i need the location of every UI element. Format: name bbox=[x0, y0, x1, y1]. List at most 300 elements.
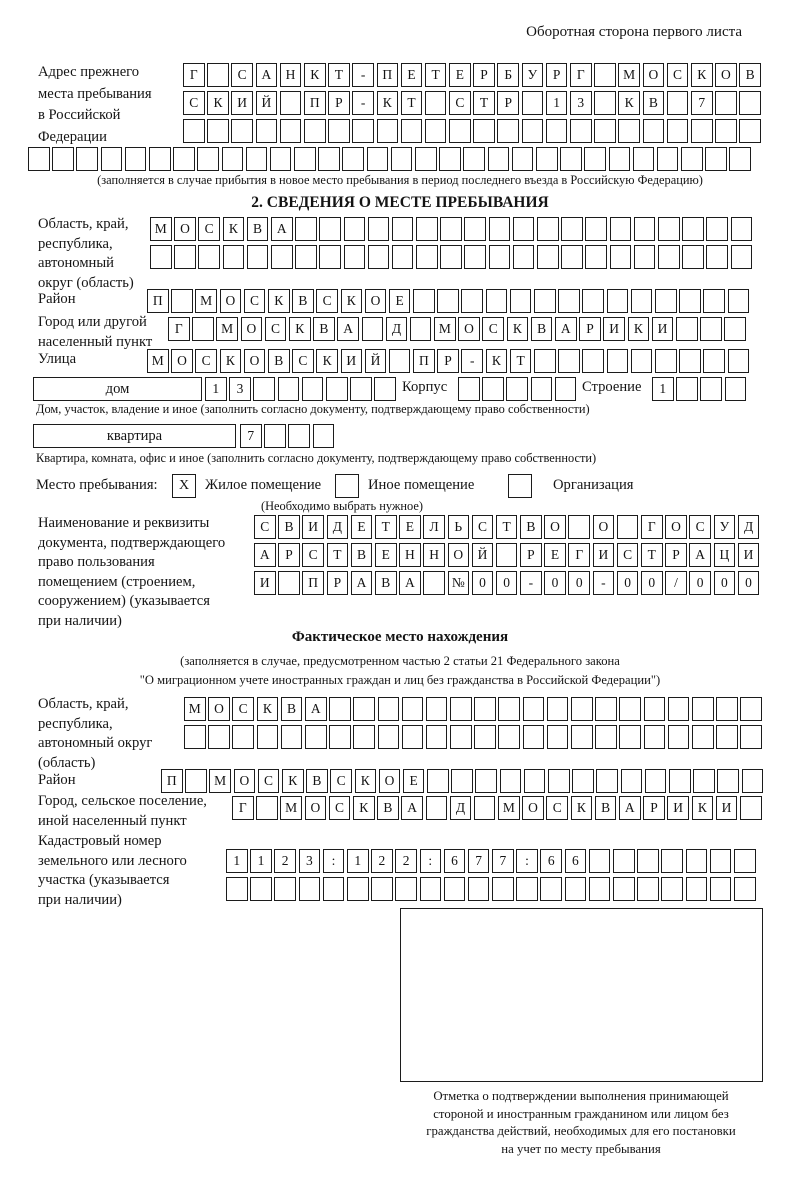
label-line: на учет по месту пребывания bbox=[501, 1141, 661, 1156]
char-cell bbox=[613, 877, 635, 901]
char-cell bbox=[392, 245, 414, 269]
char-cell bbox=[374, 377, 396, 401]
char-cell bbox=[728, 289, 750, 313]
checkbox-residential: X bbox=[172, 474, 196, 498]
char-cell: Й bbox=[256, 91, 278, 115]
house-note: Дом, участок, владение и иное (заполнить согласно документу, подтверждающему право собственности) bbox=[36, 402, 590, 416]
char-cell bbox=[693, 769, 715, 793]
char-cell bbox=[595, 697, 617, 721]
char-cell bbox=[498, 725, 520, 749]
char-cell bbox=[561, 245, 583, 269]
char-cell: К bbox=[486, 349, 508, 373]
char-cell bbox=[449, 119, 471, 143]
char-cell bbox=[295, 245, 317, 269]
char-cell: С bbox=[302, 543, 324, 567]
char-cell: Р bbox=[278, 543, 300, 567]
char-cell: Г bbox=[232, 796, 254, 820]
char-cell bbox=[667, 119, 689, 143]
char-cell bbox=[715, 119, 737, 143]
char-cell: М bbox=[195, 289, 217, 313]
char-cell bbox=[516, 877, 538, 901]
char-cell bbox=[618, 119, 640, 143]
char-cell bbox=[450, 697, 472, 721]
city-row bbox=[168, 317, 749, 341]
char-cell bbox=[391, 147, 413, 171]
char-cell bbox=[463, 147, 485, 171]
char-cell bbox=[149, 147, 171, 171]
char-cell: Е bbox=[389, 289, 411, 313]
char-cell bbox=[523, 725, 545, 749]
char-cell: В bbox=[281, 697, 303, 721]
char-cell bbox=[76, 147, 98, 171]
char-cell: Т bbox=[510, 349, 532, 373]
char-cell bbox=[570, 119, 592, 143]
char-cell bbox=[318, 147, 340, 171]
stroenie-row bbox=[652, 377, 749, 401]
char-cell bbox=[437, 289, 459, 313]
char-cell bbox=[410, 317, 432, 341]
char-cell bbox=[281, 725, 303, 749]
section2-title: 2. СВЕДЕНИЯ О МЕСТЕ ПРЕБЫВАНИЯ bbox=[251, 194, 549, 211]
char-cell bbox=[547, 725, 569, 749]
char-cell: - bbox=[461, 349, 483, 373]
char-cell bbox=[594, 91, 616, 115]
char-cell bbox=[489, 217, 511, 241]
char-cell bbox=[378, 725, 400, 749]
char-cell bbox=[489, 245, 511, 269]
char-cell: В bbox=[268, 349, 290, 373]
char-cell: К bbox=[223, 217, 245, 241]
char-cell: Р bbox=[520, 543, 542, 567]
char-cell bbox=[568, 515, 590, 539]
document-row-1 bbox=[254, 515, 762, 539]
char-cell bbox=[288, 424, 310, 448]
district-row bbox=[147, 289, 752, 313]
char-cell bbox=[534, 289, 556, 313]
apartment-label-box: квартира bbox=[33, 424, 236, 448]
char-cell: М bbox=[280, 796, 302, 820]
cadastral-row-1 bbox=[226, 849, 758, 873]
label-line: Город, сельское поселение, bbox=[38, 793, 207, 809]
char-cell bbox=[512, 147, 534, 171]
char-cell bbox=[524, 769, 546, 793]
char-cell bbox=[464, 245, 486, 269]
char-cell: К bbox=[571, 796, 593, 820]
char-cell bbox=[475, 769, 497, 793]
stay-type-label: Место пребывания: bbox=[36, 477, 158, 493]
char-cell bbox=[427, 769, 449, 793]
char-cell bbox=[425, 91, 447, 115]
char-cell bbox=[725, 377, 747, 401]
confirmation-stamp-box bbox=[400, 908, 763, 1082]
district-label: Район bbox=[38, 291, 76, 307]
char-cell bbox=[207, 119, 229, 143]
confirmation-caption bbox=[392, 1088, 770, 1158]
char-cell: Р bbox=[327, 571, 349, 595]
stroenie-label: Строение bbox=[582, 379, 642, 395]
char-cell: О bbox=[234, 769, 256, 793]
label-line: при наличии) bbox=[38, 891, 122, 908]
char-cell bbox=[264, 424, 286, 448]
char-cell: 0 bbox=[568, 571, 590, 595]
char-cell: М bbox=[216, 317, 238, 341]
char-cell: О bbox=[522, 796, 544, 820]
char-cell: А bbox=[689, 543, 711, 567]
char-cell bbox=[150, 245, 172, 269]
char-cell: К bbox=[692, 796, 714, 820]
char-cell bbox=[645, 769, 667, 793]
char-cell: В bbox=[643, 91, 665, 115]
char-cell bbox=[246, 147, 268, 171]
char-cell: 7 bbox=[691, 91, 713, 115]
label-line: (заполняется в случае, предусмотренном частью 2 статьи 21 Федерального закона bbox=[180, 654, 620, 668]
char-cell: С bbox=[232, 697, 254, 721]
char-cell: Е bbox=[544, 543, 566, 567]
char-cell: П bbox=[161, 769, 183, 793]
actual-location-note bbox=[0, 652, 800, 690]
char-cell: А bbox=[271, 217, 293, 241]
char-cell: - bbox=[520, 571, 542, 595]
char-cell: В bbox=[306, 769, 328, 793]
label-line: участка (указывается bbox=[38, 872, 170, 888]
char-cell: 2 bbox=[371, 849, 393, 873]
char-cell bbox=[440, 245, 462, 269]
char-cell bbox=[295, 217, 317, 241]
char-cell bbox=[498, 697, 520, 721]
char-cell bbox=[717, 769, 739, 793]
char-cell bbox=[392, 217, 414, 241]
char-cell: Р bbox=[546, 63, 568, 87]
char-cell: С bbox=[546, 796, 568, 820]
region-row-2 bbox=[150, 245, 755, 269]
char-cell: В bbox=[247, 217, 269, 241]
char-cell: В bbox=[375, 571, 397, 595]
char-cell: : bbox=[516, 849, 538, 873]
checkbox-other-premises bbox=[335, 474, 359, 498]
char-cell: В bbox=[531, 317, 553, 341]
char-cell: Д bbox=[450, 796, 472, 820]
char-cell bbox=[222, 147, 244, 171]
char-cell: И bbox=[231, 91, 253, 115]
char-cell bbox=[537, 217, 559, 241]
char-cell bbox=[413, 289, 435, 313]
char-cell: О bbox=[458, 317, 480, 341]
char-cell: О bbox=[448, 543, 470, 567]
char-cell bbox=[658, 217, 680, 241]
char-cell bbox=[368, 217, 390, 241]
char-cell: Е bbox=[403, 769, 425, 793]
char-cell: О bbox=[305, 796, 327, 820]
char-cell bbox=[734, 849, 756, 873]
char-cell: К bbox=[377, 91, 399, 115]
char-cell bbox=[585, 245, 607, 269]
char-cell: А bbox=[254, 543, 276, 567]
char-cell bbox=[706, 245, 728, 269]
char-cell bbox=[371, 877, 393, 901]
char-cell: 1 bbox=[250, 849, 272, 873]
char-cell bbox=[731, 245, 753, 269]
label-line: Адрес прежнего bbox=[38, 64, 140, 80]
char-cell bbox=[304, 119, 326, 143]
char-cell: И bbox=[652, 317, 674, 341]
char-cell bbox=[184, 725, 206, 749]
char-cell bbox=[294, 147, 316, 171]
char-cell: О bbox=[643, 63, 665, 87]
char-cell bbox=[416, 217, 438, 241]
char-cell: 7 bbox=[468, 849, 490, 873]
label-line: Область, край, bbox=[38, 696, 129, 712]
char-cell bbox=[582, 349, 604, 373]
char-cell: Г bbox=[570, 63, 592, 87]
char-cell: С bbox=[244, 289, 266, 313]
char-cell: Т bbox=[496, 515, 518, 539]
char-cell bbox=[299, 877, 321, 901]
char-cell: О bbox=[379, 769, 401, 793]
char-cell: К bbox=[282, 769, 304, 793]
char-cell bbox=[595, 725, 617, 749]
char-cell bbox=[686, 877, 708, 901]
label-line: гражданства действий, необходимых для его постановки bbox=[426, 1124, 736, 1139]
char-cell: К bbox=[628, 317, 650, 341]
char-cell: С bbox=[449, 91, 471, 115]
char-cell: Р bbox=[643, 796, 665, 820]
char-cell: В bbox=[278, 515, 300, 539]
char-cell: № bbox=[448, 571, 470, 595]
actual-city-label bbox=[38, 792, 207, 831]
label-line: право пользования bbox=[38, 554, 155, 570]
char-cell: К bbox=[618, 91, 640, 115]
char-cell: В bbox=[351, 543, 373, 567]
char-cell bbox=[716, 697, 738, 721]
label-line: (область) bbox=[38, 754, 96, 771]
char-cell bbox=[208, 725, 230, 749]
char-cell: С bbox=[265, 317, 287, 341]
option-label-other-premises: Иное помещение bbox=[368, 477, 475, 493]
char-cell bbox=[740, 697, 762, 721]
char-cell: 0 bbox=[496, 571, 518, 595]
char-cell bbox=[313, 424, 335, 448]
char-cell bbox=[256, 119, 278, 143]
char-cell bbox=[280, 119, 302, 143]
char-cell bbox=[692, 725, 714, 749]
char-cell: 7 bbox=[240, 424, 262, 448]
char-cell: С bbox=[231, 63, 253, 87]
option-label-organization: Организация bbox=[553, 477, 634, 493]
char-cell: П bbox=[377, 63, 399, 87]
char-cell bbox=[197, 147, 219, 171]
prev-address-row-2 bbox=[183, 91, 764, 115]
char-cell bbox=[198, 245, 220, 269]
char-cell bbox=[637, 877, 659, 901]
char-cell: Г bbox=[568, 543, 590, 567]
char-cell bbox=[734, 877, 756, 901]
char-cell: Р bbox=[497, 91, 519, 115]
char-cell bbox=[247, 245, 269, 269]
char-cell bbox=[506, 377, 528, 401]
char-cell: И bbox=[667, 796, 689, 820]
char-cell bbox=[367, 147, 389, 171]
char-cell: Н bbox=[399, 543, 421, 567]
char-cell bbox=[536, 147, 558, 171]
label-line: Федерации bbox=[38, 128, 107, 145]
char-cell: М bbox=[434, 317, 456, 341]
char-cell bbox=[497, 119, 519, 143]
char-cell: К bbox=[304, 63, 326, 87]
char-cell bbox=[368, 245, 390, 269]
char-cell bbox=[468, 877, 490, 901]
label-line: Отметка о подтверждении выполнения принимающей bbox=[433, 1089, 729, 1103]
char-cell: К bbox=[355, 769, 377, 793]
char-cell bbox=[572, 769, 594, 793]
char-cell bbox=[415, 147, 437, 171]
char-cell bbox=[610, 245, 632, 269]
char-cell: 2 bbox=[395, 849, 417, 873]
char-cell bbox=[226, 877, 248, 901]
char-cell bbox=[426, 697, 448, 721]
char-cell bbox=[328, 119, 350, 143]
char-cell bbox=[619, 725, 641, 749]
char-cell bbox=[329, 725, 351, 749]
stay-type-note: (Необходимо выбрать нужное) bbox=[260, 499, 424, 513]
char-cell bbox=[510, 289, 532, 313]
char-cell: У bbox=[714, 515, 736, 539]
char-cell: Т bbox=[401, 91, 423, 115]
char-cell bbox=[644, 697, 666, 721]
char-cell: Б bbox=[497, 63, 519, 87]
char-cell bbox=[329, 697, 351, 721]
char-cell bbox=[323, 877, 345, 901]
char-cell: М bbox=[618, 63, 640, 87]
char-cell bbox=[426, 796, 448, 820]
char-cell: И bbox=[593, 543, 615, 567]
label-line: Наименование и реквизиты bbox=[38, 515, 210, 531]
char-cell bbox=[420, 877, 442, 901]
char-cell: И bbox=[254, 571, 276, 595]
label-line: места пребывания bbox=[38, 85, 152, 102]
char-cell bbox=[440, 217, 462, 241]
char-cell bbox=[531, 377, 553, 401]
char-cell bbox=[101, 147, 123, 171]
char-cell bbox=[668, 725, 690, 749]
char-cell bbox=[607, 289, 629, 313]
label-line: земельного или лесного bbox=[38, 852, 187, 869]
char-cell bbox=[451, 769, 473, 793]
char-cell bbox=[347, 877, 369, 901]
char-cell bbox=[739, 119, 761, 143]
label-line: при наличии) bbox=[38, 612, 122, 629]
char-cell: Н bbox=[280, 63, 302, 87]
char-cell bbox=[362, 317, 384, 341]
char-cell: П bbox=[302, 571, 324, 595]
char-cell: Ь bbox=[448, 515, 470, 539]
char-cell bbox=[377, 119, 399, 143]
char-cell: К bbox=[507, 317, 529, 341]
char-cell: 0 bbox=[472, 571, 494, 595]
char-cell: Р bbox=[665, 543, 687, 567]
char-cell bbox=[416, 245, 438, 269]
char-cell: Р bbox=[473, 63, 495, 87]
char-cell: О bbox=[220, 289, 242, 313]
char-cell bbox=[655, 289, 677, 313]
char-cell: К bbox=[268, 289, 290, 313]
label-line: помещением (строением, bbox=[38, 573, 196, 590]
char-cell: Т bbox=[327, 543, 349, 567]
char-cell: Л bbox=[423, 515, 445, 539]
prev-address-label bbox=[38, 62, 152, 148]
char-cell: Д bbox=[327, 515, 349, 539]
char-cell: А bbox=[337, 317, 359, 341]
char-cell: К bbox=[207, 91, 229, 115]
char-cell: 6 bbox=[565, 849, 587, 873]
char-cell: 1 bbox=[205, 377, 227, 401]
char-cell: К bbox=[341, 289, 363, 313]
char-cell bbox=[344, 245, 366, 269]
char-cell bbox=[319, 245, 341, 269]
char-cell bbox=[691, 119, 713, 143]
document-label bbox=[38, 514, 225, 631]
actual-district-row bbox=[161, 769, 766, 793]
char-cell bbox=[631, 349, 653, 373]
char-cell bbox=[352, 119, 374, 143]
char-cell: 3 bbox=[570, 91, 592, 115]
char-cell bbox=[461, 289, 483, 313]
page-side-title: Оборотная сторона первого листа bbox=[526, 24, 742, 40]
char-cell bbox=[253, 377, 275, 401]
char-cell bbox=[500, 769, 522, 793]
char-cell bbox=[729, 147, 751, 171]
char-cell bbox=[724, 317, 746, 341]
char-cell bbox=[319, 217, 341, 241]
char-cell: С bbox=[472, 515, 494, 539]
char-cell: Г bbox=[168, 317, 190, 341]
char-cell: С bbox=[183, 91, 205, 115]
char-cell bbox=[523, 697, 545, 721]
char-cell bbox=[174, 245, 196, 269]
char-cell bbox=[661, 849, 683, 873]
char-cell bbox=[644, 725, 666, 749]
char-cell: В bbox=[377, 796, 399, 820]
char-cell: А bbox=[256, 63, 278, 87]
char-cell bbox=[561, 217, 583, 241]
label-line: стороной и иностранным гражданином или лицом без bbox=[433, 1106, 729, 1121]
char-cell: Е bbox=[399, 515, 421, 539]
char-cell bbox=[395, 877, 417, 901]
char-cell: 0 bbox=[617, 571, 639, 595]
char-cell: О bbox=[365, 289, 387, 313]
prev-address-note: (заполняется в случае прибытия в новое место пребывания в период последнего въезда в Российскую Федерацию) bbox=[97, 173, 703, 187]
label-line: Город или другой bbox=[38, 314, 147, 330]
char-cell bbox=[173, 147, 195, 171]
char-cell bbox=[425, 119, 447, 143]
char-cell: С bbox=[258, 769, 280, 793]
char-cell bbox=[547, 697, 569, 721]
char-cell: А bbox=[401, 796, 423, 820]
char-cell bbox=[594, 63, 616, 87]
char-cell bbox=[658, 245, 680, 269]
char-cell bbox=[207, 63, 229, 87]
char-cell: И bbox=[738, 543, 760, 567]
char-cell bbox=[522, 91, 544, 115]
char-cell bbox=[731, 217, 753, 241]
char-cell: Е bbox=[375, 543, 397, 567]
char-cell bbox=[589, 849, 611, 873]
char-cell: М bbox=[209, 769, 231, 793]
char-cell bbox=[682, 217, 704, 241]
char-cell bbox=[740, 796, 762, 820]
char-cell bbox=[185, 769, 207, 793]
char-cell: 0 bbox=[714, 571, 736, 595]
char-cell: В bbox=[292, 289, 314, 313]
